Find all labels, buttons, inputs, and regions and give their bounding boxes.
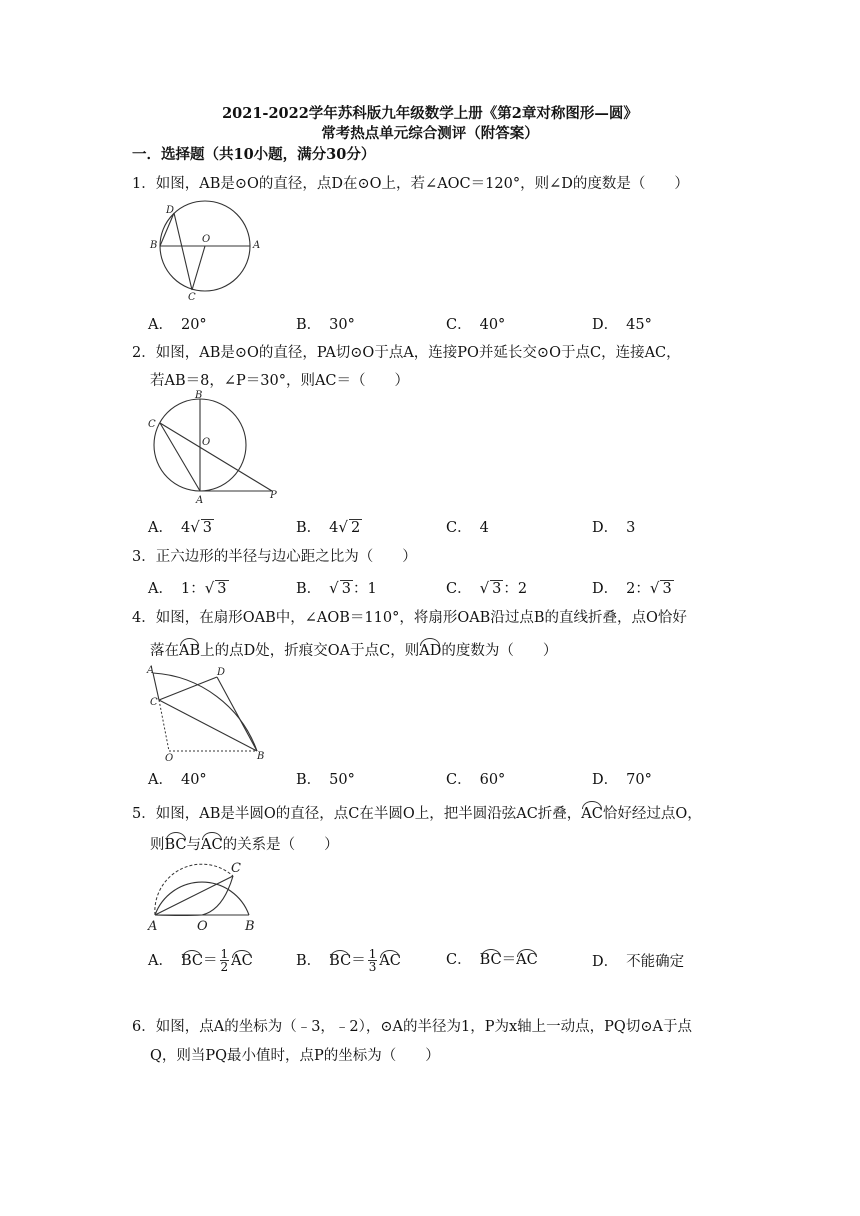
q2-option-d: D． 3 <box>592 520 636 536</box>
q6-stem-line-1: 6．如图，点A的坐标为（﹣3，﹣2），⊙A的半径为1，P为x轴上一动点，PQ切⊙A于点 <box>132 1019 692 1035</box>
q3-stem: 3．正六边形的半径与边心距之比为（ ） <box>132 549 417 565</box>
q4-option-c: C． 60° <box>446 772 506 788</box>
q4-option-b: B． 50° <box>296 772 355 788</box>
q5-option-a: A． BC＝ $\frac{1}{2}$ AC <box>148 947 253 974</box>
q1-option-a: A． 20° <box>148 317 207 333</box>
section-heading: 一．选择题（共10小题，满分30分） <box>132 146 376 163</box>
q1-option-c: C． 40° <box>446 317 506 333</box>
q5-option-d: D． 不能确定 <box>592 954 685 970</box>
q2-option-c: C． 4 <box>446 520 489 536</box>
q4-label-c: C <box>150 697 158 708</box>
q2-label-a: A <box>196 495 204 506</box>
q2-label-p: P <box>270 490 277 501</box>
q1-option-b: B． 30° <box>296 317 355 333</box>
q4-label-b: B <box>257 751 265 762</box>
q1-stem: 1．如图，AB是⊙O的直径，点D在⊙O上，若∠AOC＝120°，则∠D的度数是（ ） <box>132 176 689 192</box>
title-line-1: 2021-2022学年苏科版九年级数学上册《第2章对称图形—圆》 <box>222 105 638 122</box>
q5-stem-line-2: 则BC与AC的关系是（ ） <box>150 832 339 855</box>
title-line-2: 常考热点单元综合测评（附答案） <box>321 125 539 142</box>
q2-label-b: B <box>195 390 203 401</box>
q3-option-b: B． √ 3 ：1 <box>296 579 377 597</box>
q3-option-a: A． 1：√ 3 <box>148 579 227 597</box>
q1-label-o: O <box>202 234 211 245</box>
q1-label-d: D <box>166 205 175 216</box>
q5-label-b: B <box>245 919 255 934</box>
q1-label-a: A <box>253 240 261 251</box>
q1-option-d: D． 45° <box>592 317 652 333</box>
q5-figure <box>145 858 270 938</box>
q4-label-a: A <box>147 665 155 676</box>
q4-stem-line-1: 4．如图，在扇形OAB中，∠AOB＝110°，将扇形OAB沿过点B的直线折叠，点O恰好 <box>132 610 687 626</box>
q4-option-a: A． 40° <box>148 772 207 788</box>
q5-label-o: O <box>197 919 208 934</box>
q2-label-o: O <box>202 437 211 448</box>
q3-option-c: C． √ 3 ：2 <box>446 579 528 597</box>
q2-option-a: A． 4√ 3 <box>148 518 213 536</box>
q2-option-b: B． 4√ 2 <box>296 518 361 536</box>
q1-label-c: C <box>188 292 196 303</box>
q5-label-a: A <box>148 919 158 934</box>
q4-stem-line-2: 落在AB上的点D处，折痕交OA于点C，则AD的度数为（ ） <box>150 638 557 661</box>
q2-stem-line-1: 2．如图，AB是⊙O的直径，PA切⊙O于点A，连接PO并延长交⊙O于点C，连接AC， <box>132 345 681 361</box>
q2-figure <box>140 390 285 510</box>
q5-option-b: B． BC＝ $\frac{1}{3}$ AC <box>296 947 401 974</box>
q1-figure <box>145 200 270 303</box>
q2-label-c: C <box>148 419 156 430</box>
q5-label-c: C <box>231 861 241 876</box>
q5-stem-line-1: 5．如图，AB是半圆O的直径，点C在半圆O上，把半圆沿弦AC折叠，AC恰好经过点O， <box>132 801 702 824</box>
q5-option-c: C． BC＝AC <box>446 948 538 969</box>
q6-stem-line-2: Q，则当PQ最小值时，点P的坐标为（ ） <box>150 1048 440 1064</box>
q1-label-b: B <box>150 240 158 251</box>
q3-option-d: D． 2：√ 3 <box>592 579 672 597</box>
q4-label-o: O <box>165 753 174 764</box>
q4-label-d: D <box>217 667 226 678</box>
q2-stem-line-2: 若AB＝8，∠P＝30°，则AC＝（ ） <box>150 373 410 389</box>
q4-figure <box>145 665 270 765</box>
q4-option-d: D． 70° <box>592 772 652 788</box>
